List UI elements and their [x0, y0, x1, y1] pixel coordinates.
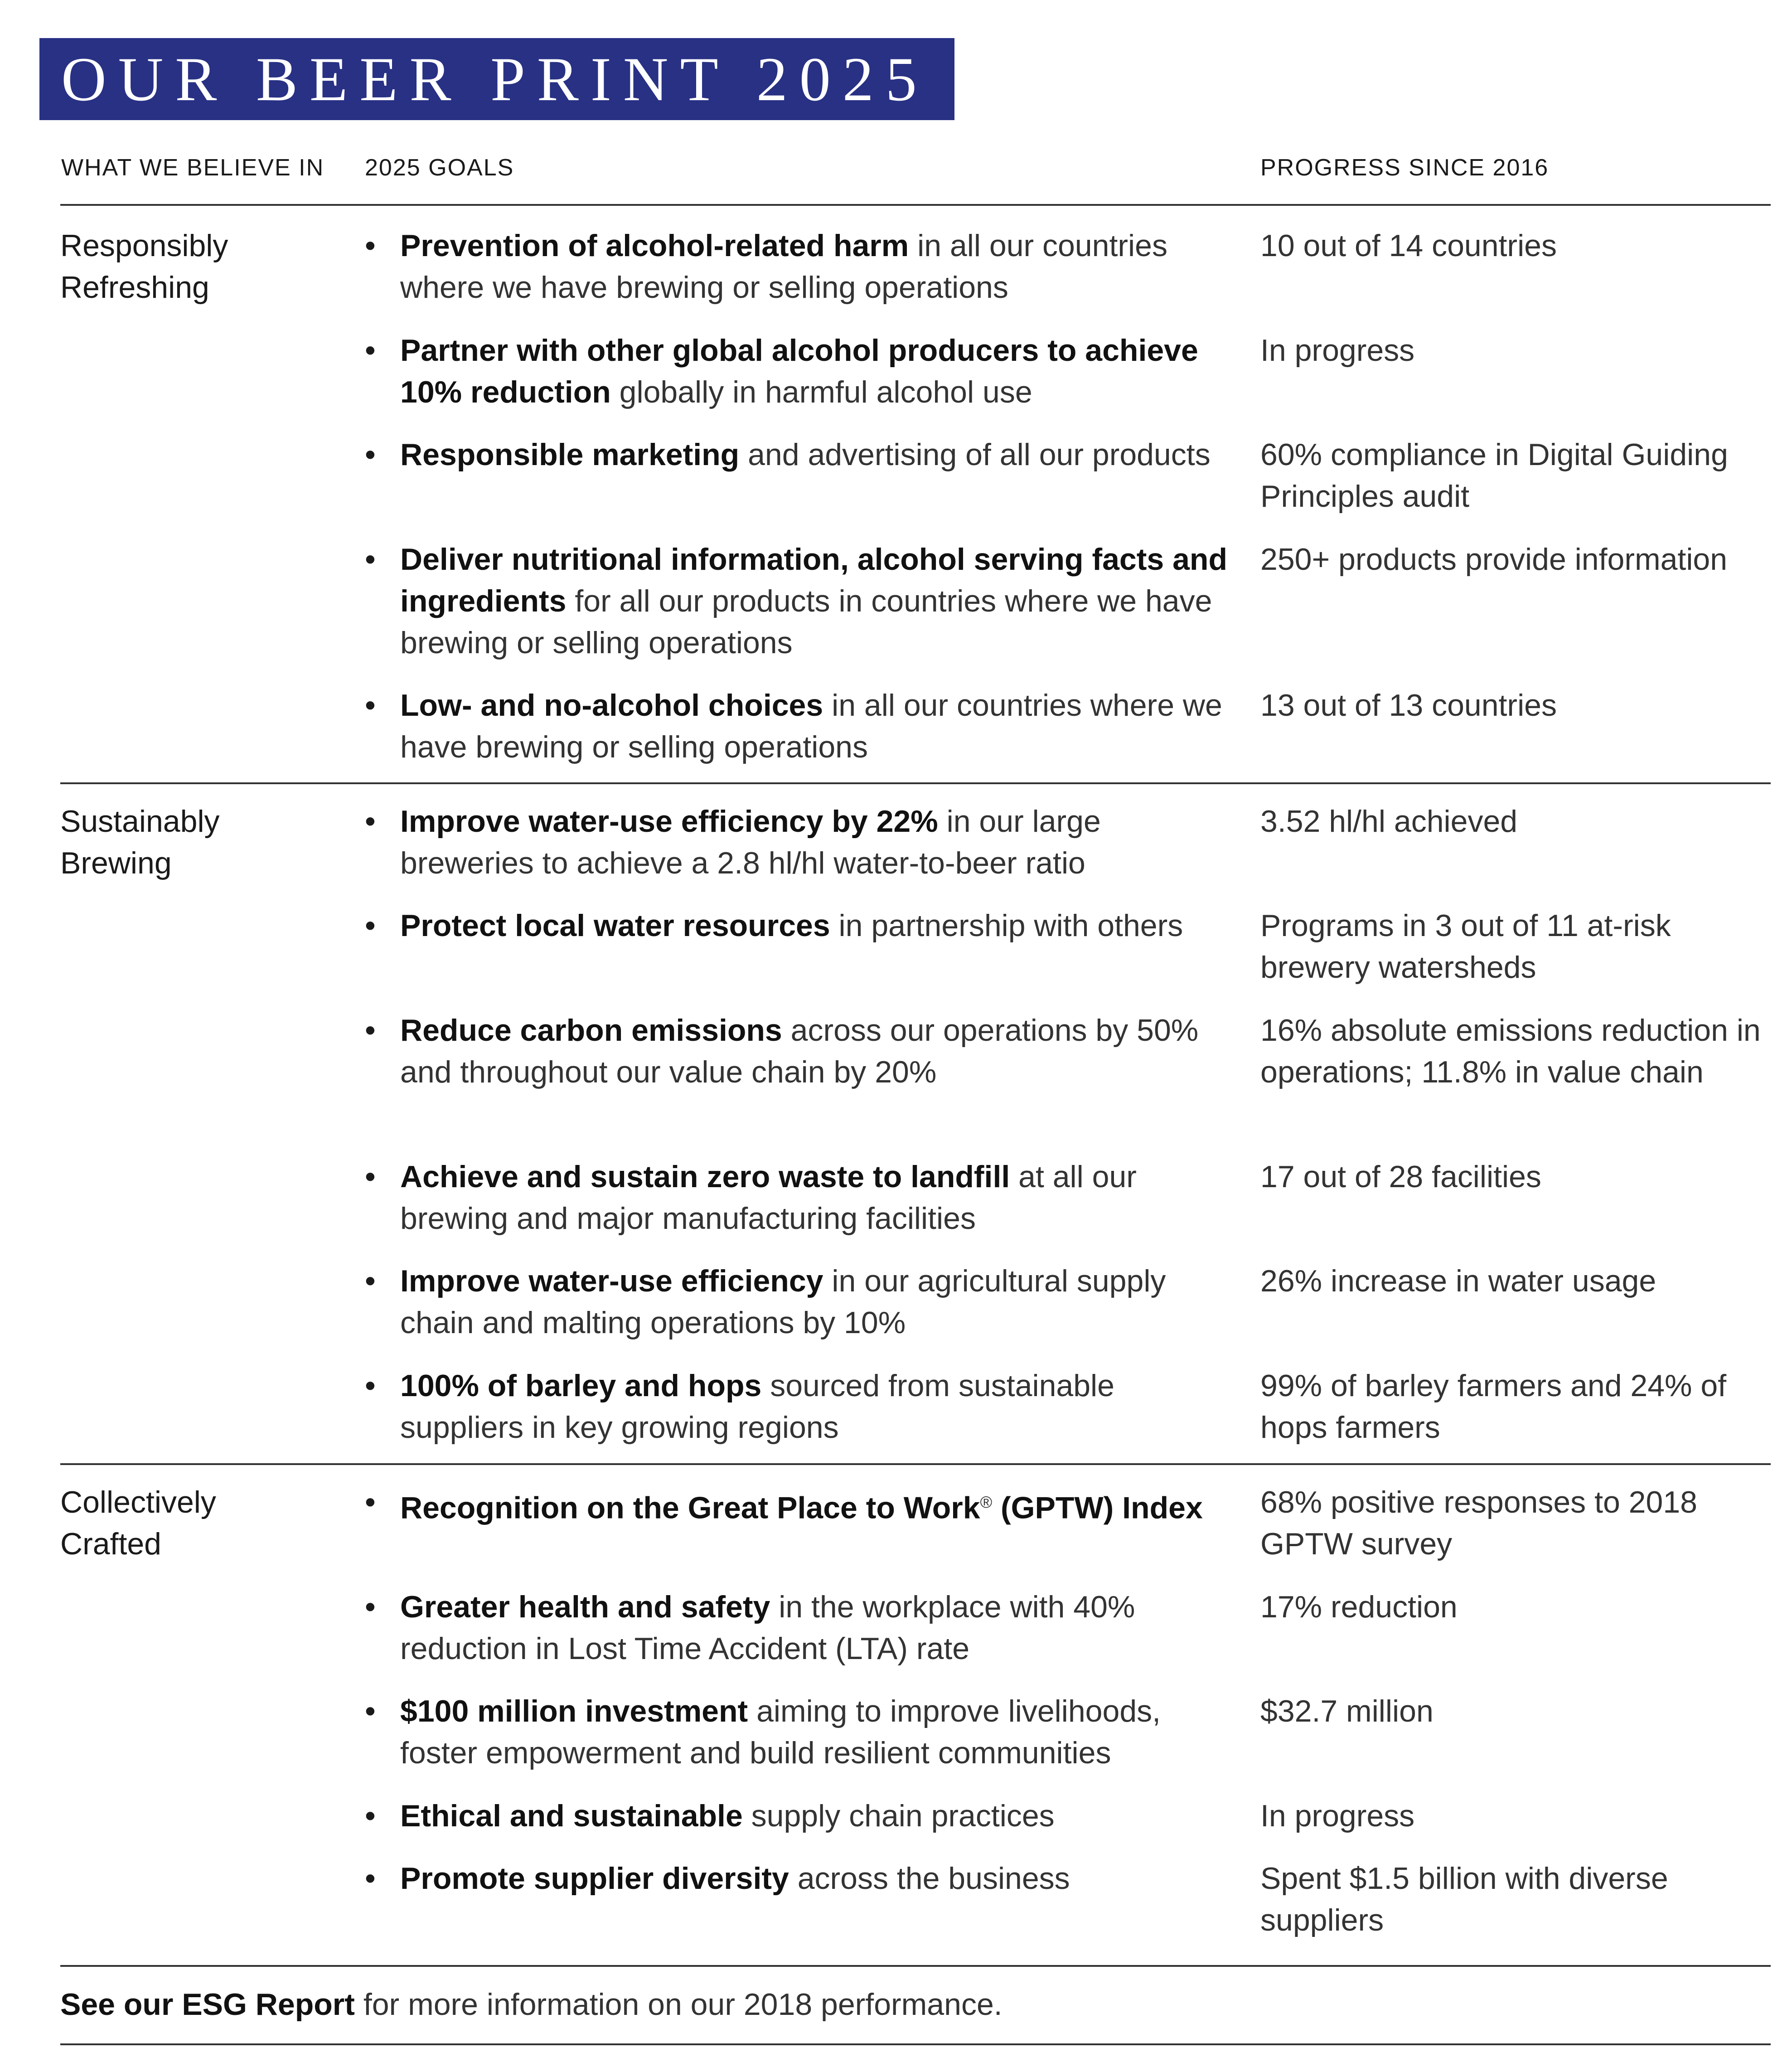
goal-bold: Responsible marketing	[400, 437, 740, 472]
goal-bold: Deliver nutritional information, alcohol serving facts and ingredients	[400, 542, 1227, 618]
bullet-icon: •	[365, 1485, 376, 1519]
progress-item: In progress	[1260, 1799, 1415, 1833]
progress-item: Programs in 3 out of 11 at-risk brewery watersheds	[1260, 908, 1671, 985]
category-sustainably-brewing	[60, 801, 355, 884]
category-line: Brewing	[60, 846, 172, 880]
goal-item	[365, 1260, 1235, 1344]
goal-bold: Improve water-use efficiency by 22%	[400, 804, 938, 839]
goal-item	[365, 1858, 1235, 1899]
goal-item	[365, 1481, 1235, 1529]
bullet-icon: •	[365, 1368, 376, 1403]
goal-text: in partnership with others	[830, 908, 1183, 943]
bullet-icon: •	[365, 688, 376, 723]
goal-bold: Prevention of alcohol-related harm	[400, 228, 909, 263]
category-collectively-crafted	[60, 1481, 355, 1565]
bullet-icon: •	[365, 1799, 376, 1833]
progress-item: 99% of barley farmers and 24% of hops farmers	[1260, 1368, 1727, 1445]
header-beliefs: WHAT WE BELIEVE IN	[61, 155, 324, 181]
goal-item	[365, 330, 1235, 413]
goal-item	[365, 1586, 1235, 1669]
divider	[60, 1965, 1771, 1967]
goal-bold: (GPTW) Index	[992, 1490, 1203, 1525]
bullet-icon: •	[365, 228, 376, 263]
header-goals: 2025 GOALS	[365, 155, 514, 181]
title-banner	[39, 38, 954, 120]
goal-item	[365, 225, 1235, 308]
goal-bold: 100% of barley and hops	[400, 1368, 762, 1403]
divider	[60, 204, 1771, 206]
progress-item: 10 out of 14 countries	[1260, 228, 1557, 263]
progress-item: Spent $1.5 billion with diverse suppliers	[1260, 1861, 1668, 1937]
goal-item	[365, 539, 1235, 664]
goal-bold: Protect local water resources	[400, 908, 830, 943]
goal-text: across the business	[789, 1861, 1070, 1896]
category-line: Collectively	[60, 1485, 216, 1519]
goal-bold: Partner with other global alcohol producers to achieve 10% reduction	[400, 333, 1198, 409]
progress-item: 26% increase in water usage	[1260, 1264, 1656, 1298]
category-responsibly-refreshing	[60, 225, 355, 308]
goal-bold: Greater health and safety	[400, 1590, 770, 1624]
goal-text: aiming to improve livelihoods, foster empowerment and build resilient communities	[400, 1694, 1161, 1770]
goal-text: in all our countries where we have brewing or selling operations	[400, 228, 1167, 305]
goal-item	[365, 1009, 1235, 1093]
bullet-icon: •	[365, 1590, 376, 1624]
goal-bold: Promote supplier diversity	[400, 1861, 789, 1896]
goal-text: in the workplace with 40% reduction in Lost Time Accident (LTA) rate	[400, 1590, 1135, 1666]
divider	[60, 2043, 1771, 2045]
goal-item	[365, 684, 1235, 768]
bullet-icon: •	[365, 542, 376, 577]
progress-item: 17 out of 28 facilities	[1260, 1160, 1541, 1194]
esg-report-link[interactable]: See our ESG Report	[60, 1987, 355, 2022]
page-title: OUR BEER PRINT 2025	[61, 44, 929, 114]
goal-item	[365, 801, 1235, 884]
registered-mark: ®	[980, 1493, 993, 1511]
bullet-icon: •	[365, 437, 376, 472]
progress-item: In progress	[1260, 333, 1415, 368]
goal-item	[365, 434, 1235, 476]
progress-item: 60% compliance in Digital Guiding Principles audit	[1260, 437, 1728, 514]
goal-bold: Reduce carbon emissions	[400, 1013, 782, 1048]
goal-text: across our operations by 50% and throughout our value chain by 20%	[400, 1013, 1199, 1089]
goal-text: at all our brewing and major manufacturing facilities	[400, 1160, 1137, 1236]
progress-item: 17% reduction	[1260, 1590, 1458, 1624]
footer-note	[60, 1984, 1003, 2025]
goal-item	[365, 1365, 1235, 1448]
bullet-icon: •	[365, 1013, 376, 1048]
goal-bold: Low- and no-alcohol choices	[400, 688, 823, 723]
category-line: Sustainably	[60, 804, 220, 839]
progress-item: 16% absolute emissions reduction in operations; 11.8% in value chain	[1260, 1013, 1761, 1089]
goal-text: sourced from sustainable suppliers in key growing regions	[400, 1368, 1114, 1445]
goal-item	[365, 1156, 1235, 1239]
goal-item	[365, 1690, 1235, 1774]
bullet-icon: •	[365, 1861, 376, 1896]
goal-text: supply chain practices	[742, 1799, 1055, 1833]
bullet-icon: •	[365, 804, 376, 839]
progress-item: 250+ products provide information	[1260, 542, 1728, 577]
goal-text: in our large breweries to achieve a 2.8 hl/hl water-to-beer ratio	[400, 804, 1101, 880]
bullet-icon: •	[365, 908, 376, 943]
progress-item: 3.52 hl/hl achieved	[1260, 804, 1518, 839]
bullet-icon: •	[365, 1264, 376, 1298]
divider	[60, 782, 1771, 784]
goal-item	[365, 1795, 1235, 1837]
category-line: Refreshing	[60, 270, 209, 305]
goal-bold: Improve water-use efficiency	[400, 1264, 823, 1298]
progress-item: $32.7 million	[1260, 1694, 1434, 1728]
bullet-icon: •	[365, 1160, 376, 1194]
bullet-icon: •	[365, 1694, 376, 1728]
goal-text: in all our countries where we have brewing or selling operations	[400, 688, 1222, 764]
goal-bold: Ethical and sustainable	[400, 1799, 743, 1833]
progress-item: 13 out of 13 countries	[1260, 688, 1557, 723]
goal-text: globally in harmful alcohol use	[610, 375, 1032, 409]
goal-text: for all our products in countries where we have brewing or selling operations	[400, 584, 1212, 660]
goal-bold: $100 million investment	[400, 1694, 748, 1728]
goal-bold: Recognition on the Great Place to Work	[400, 1490, 980, 1525]
footer-text: for more information on our 2018 performance.	[354, 1987, 1003, 2022]
goal-bold: Achieve and sustain zero waste to landfill	[400, 1160, 1010, 1194]
progress-item: 68% positive responses to 2018 GPTW survey	[1260, 1485, 1697, 1561]
bullet-icon: •	[365, 333, 376, 368]
category-line: Crafted	[60, 1527, 161, 1561]
header-progress: PROGRESS SINCE 2016	[1260, 155, 1549, 181]
category-line: Responsibly	[60, 228, 228, 263]
divider	[60, 1463, 1771, 1465]
goal-item	[365, 905, 1235, 946]
goal-text: and advertising of all our products	[739, 437, 1211, 472]
goal-text: in our agricultural supply chain and malting operations by 10%	[400, 1264, 1166, 1340]
